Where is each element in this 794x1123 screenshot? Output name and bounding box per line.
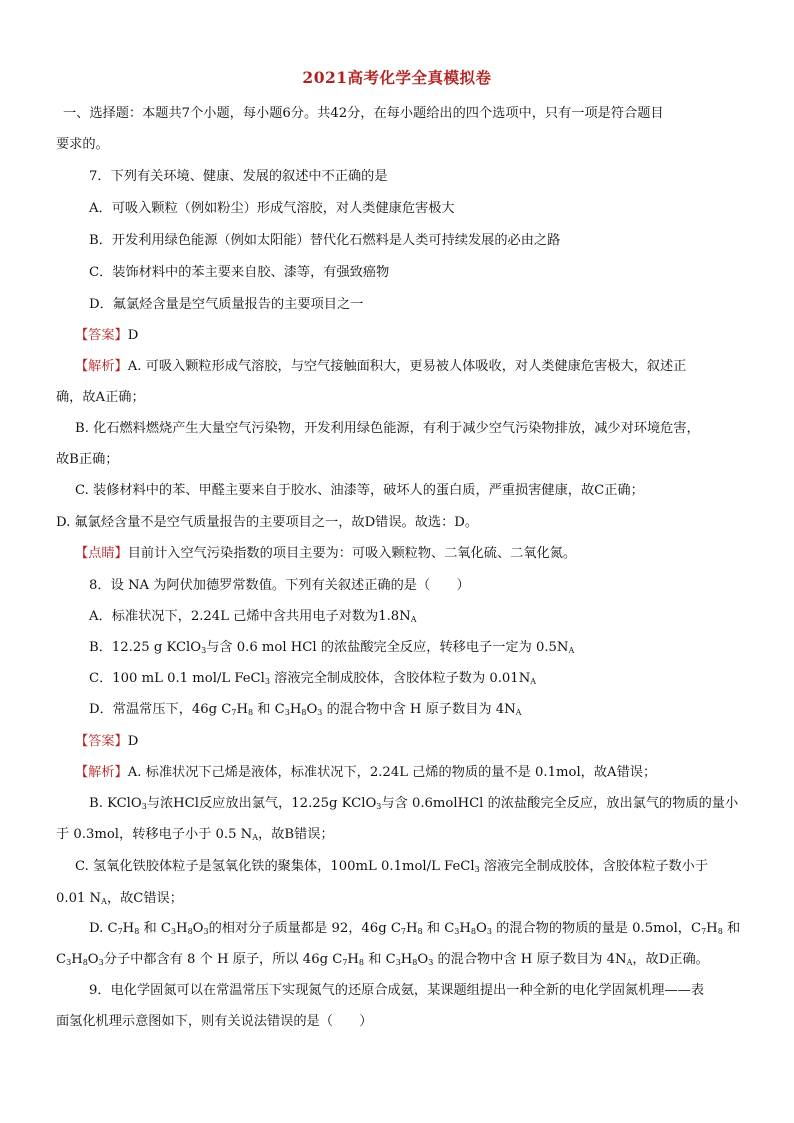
text-line bbox=[56, 389, 145, 407]
text-run: 确，故A正确； bbox=[56, 390, 145, 405]
subscript: A bbox=[568, 646, 575, 655]
text-run: 和 C bbox=[139, 921, 171, 936]
text-run: H bbox=[459, 921, 471, 936]
subscript: A bbox=[515, 708, 522, 717]
subscript: A bbox=[101, 897, 107, 906]
text-line bbox=[89, 701, 521, 719]
subscript: 3 bbox=[201, 646, 207, 655]
section-label: 【点睛】 bbox=[75, 546, 128, 561]
text-run: 0.01 N bbox=[56, 891, 102, 906]
subscript: 8 bbox=[187, 927, 193, 936]
subscript: 8 bbox=[717, 927, 723, 936]
text-line bbox=[56, 451, 118, 469]
text-run: 溶液完全制成胶体，含胶体粒子数为 0.01N bbox=[269, 671, 531, 686]
text-run: C. 氢氧化铁胶体粒子是氢氧化铁的聚集体，100mL 0.1mol/L FeCl bbox=[75, 859, 475, 874]
text-line bbox=[89, 639, 574, 657]
text-line bbox=[75, 858, 708, 876]
text-run: H bbox=[71, 952, 83, 967]
subscript: 8 bbox=[470, 927, 476, 936]
text-run: C bbox=[56, 952, 67, 967]
text-run: C．装饰材料中的苯主要来自胶、漆等，有强致癌物 bbox=[89, 265, 390, 280]
text-run: C. 装修材料中的苯、甲醛主要来自于胶水、油漆等，破坏人的蛋白质，严重损害健康，故C正确； bbox=[75, 483, 644, 498]
text-run: 8．设 NA 为阿伏加德罗常数值。下列有关叙述正确的是（ ） bbox=[89, 578, 470, 593]
section-label: 【解析】 bbox=[75, 359, 128, 374]
subscript: 3 bbox=[170, 927, 177, 936]
text-line bbox=[75, 358, 686, 376]
text-line bbox=[89, 608, 417, 626]
text-run: 的混合物的物质的量是 0.5mol，C bbox=[491, 921, 702, 936]
text-run: 的混合物中含 H 原子数目为 4N bbox=[433, 952, 627, 967]
text-run: ，故C错误； bbox=[106, 891, 183, 906]
text-run: 溶液完全制成胶体，含胶体粒子数小于 bbox=[479, 859, 709, 874]
text-run: 与含 0.6 mol HCl 的浓盐酸完全反应，转移电子一定为 0.5N bbox=[206, 640, 569, 655]
text-run: A．标准状况下，2.24L 己烯中含共用电子对数为1.8N bbox=[89, 609, 411, 624]
text-run: O bbox=[192, 921, 204, 936]
text-run: C．100 mL 0.1 mol/L FeCl bbox=[89, 671, 265, 686]
section-label: 【答案】 bbox=[75, 328, 128, 343]
subscript: 7 bbox=[400, 927, 407, 936]
text-run: 于 0.3mol，转移电子小于 0.5 N bbox=[56, 827, 253, 842]
subscript: 3 bbox=[376, 802, 382, 811]
text-run: 要求的。 bbox=[56, 137, 109, 152]
text-run: O bbox=[306, 702, 318, 717]
subscript: 3 bbox=[317, 708, 323, 717]
text-run: 与浓HCl反应放出氯气，12.25g KClO bbox=[146, 796, 377, 811]
text-run: B. 化石燃料燃烧产生大量空气污染物，开发利用绿色能源，有利于减少空气污染物排放，减少对环境危害， bbox=[75, 421, 700, 436]
text-run: B. KClO bbox=[89, 796, 142, 811]
subscript: 8 bbox=[417, 927, 423, 936]
text-line bbox=[75, 764, 656, 782]
text-line bbox=[89, 982, 704, 1000]
text-line bbox=[89, 920, 740, 938]
subscript: 3 bbox=[264, 677, 270, 686]
text-run: H bbox=[347, 952, 359, 967]
text-run: D．氟氯烃含量是空气质量报告的主要项目之一 bbox=[89, 297, 364, 312]
text-line bbox=[89, 200, 455, 218]
text-run: D. C bbox=[89, 921, 118, 936]
text-run: B．开发利用绿色能源（例如太阳能）替代化石燃料是人类可持续发展的必由之路 bbox=[89, 233, 561, 248]
subscript: 8 bbox=[358, 958, 365, 967]
text-line bbox=[75, 482, 644, 500]
subscript: 8 bbox=[301, 708, 307, 717]
text-run: H bbox=[400, 952, 413, 967]
text-line bbox=[63, 105, 664, 123]
text-run: ，故D正确。 bbox=[632, 952, 709, 967]
text-run: 故B正确； bbox=[56, 452, 119, 467]
text-run: O bbox=[476, 921, 487, 936]
text-line bbox=[56, 826, 334, 844]
page-title: 2021高考化学全真模拟卷 bbox=[302, 68, 492, 87]
subscript: 3 bbox=[428, 958, 434, 967]
text-line bbox=[56, 136, 109, 154]
subscript: 3 bbox=[66, 958, 72, 967]
subscript: 3 bbox=[486, 927, 492, 936]
text-line bbox=[75, 733, 138, 751]
subscript: 7 bbox=[342, 958, 348, 967]
subscript: 8 bbox=[134, 927, 140, 936]
text-run: A. 标准状况下己烯是液体，标准状况下，2.24L 己烯的物质的量不是 0.1mol，故A错误； bbox=[127, 765, 657, 780]
text-run: H bbox=[289, 702, 302, 717]
text-run: O bbox=[87, 952, 99, 967]
text-line bbox=[56, 951, 709, 969]
text-run: H bbox=[706, 921, 718, 936]
text-run: 和 C bbox=[364, 952, 396, 967]
text-run: H bbox=[236, 702, 248, 717]
section-label: 【解析】 bbox=[75, 765, 128, 780]
text-run: A．可吸入颗粒（例如粉尘）形成气溶胶，对人类健康危害极大 bbox=[89, 201, 455, 216]
text-line bbox=[89, 577, 470, 595]
subscript: 3 bbox=[395, 958, 401, 967]
text-run: 9．电化学固氮可以在常温常压下实现氮气的还原合成氨，某课题组提出一种全新的电化学固氮机理——表 bbox=[89, 983, 705, 998]
text-run: D bbox=[127, 328, 139, 343]
text-run: 的相对分子质量都是 92，46g C bbox=[208, 921, 401, 936]
text-line bbox=[56, 514, 478, 532]
subscript: 3 bbox=[203, 927, 209, 936]
subscript: 3 bbox=[474, 865, 480, 874]
text-line bbox=[75, 327, 138, 345]
text-run: 目前计入空气污染指数的项目主要为：可吸入颗粒物、二氧化硫、二氧化氮。 bbox=[127, 546, 577, 561]
text-run: O bbox=[417, 952, 429, 967]
text-line bbox=[75, 545, 576, 563]
text-line bbox=[89, 670, 536, 688]
subscript: 8 bbox=[412, 958, 418, 967]
text-run: H bbox=[406, 921, 418, 936]
text-line bbox=[56, 1013, 373, 1031]
text-line bbox=[89, 795, 738, 813]
subscript: A bbox=[410, 615, 417, 624]
text-line bbox=[89, 264, 389, 282]
text-line bbox=[89, 168, 388, 186]
subscript: 8 bbox=[248, 708, 254, 717]
text-run: 面氢化机理示意图如下，则有关说法错误的是（ ） bbox=[56, 1014, 373, 1029]
text-run: D．常温常压下，46g C bbox=[89, 702, 232, 717]
text-run: B．12.25 g KClO bbox=[89, 640, 202, 655]
subscript: 8 bbox=[82, 958, 88, 967]
text-run: 一、选择题：本题共7个小题，每小题6分。共42分，在每小题给出的四个选项中，只有一项是符合题目 bbox=[63, 106, 664, 121]
section-label: 【答案】 bbox=[75, 734, 128, 749]
subscript: 3 bbox=[454, 927, 460, 936]
text-run: 7．下列有关环境、健康、发展的叙述中不正确的是 bbox=[89, 169, 388, 184]
text-run: 与含 0.6molHCl 的浓盐酸完全反应，放出氯气的物质的量小 bbox=[381, 796, 739, 811]
text-run: 和 C bbox=[253, 702, 285, 717]
text-run: D bbox=[127, 734, 139, 749]
text-run: 和 C bbox=[422, 921, 455, 936]
subscript: 3 bbox=[284, 708, 290, 717]
text-run: ，故B错误； bbox=[258, 827, 334, 842]
text-run: A. 可吸入颗粒形成气溶胶，与空气接触面积大，更易被人体吸收，对人类健康危害极大，叙述正 bbox=[127, 359, 687, 374]
text-run: D. 氟氯烃含量不是空气质量报告的主要项目之一，故D错误。故选：D。 bbox=[56, 515, 479, 530]
subscript: 7 bbox=[117, 927, 123, 936]
text-run: H bbox=[122, 921, 135, 936]
text-run: 的混合物中含 H 原子数目为 4N bbox=[322, 702, 516, 717]
subscript: 7 bbox=[701, 927, 707, 936]
text-run: H bbox=[176, 921, 188, 936]
text-line bbox=[56, 890, 183, 908]
text-line bbox=[89, 232, 560, 250]
subscript: 7 bbox=[231, 708, 237, 717]
subscript: 3 bbox=[98, 958, 104, 967]
text-line bbox=[89, 296, 363, 314]
text-line bbox=[75, 420, 700, 438]
text-run: 分子中都含有 8 个 H 原子，所以 46g C bbox=[103, 952, 343, 967]
subscript: 3 bbox=[141, 802, 147, 811]
subscript: A bbox=[530, 677, 537, 686]
subscript: A bbox=[252, 833, 259, 842]
text-run: 和 bbox=[722, 921, 741, 936]
subscript: A bbox=[626, 958, 633, 967]
